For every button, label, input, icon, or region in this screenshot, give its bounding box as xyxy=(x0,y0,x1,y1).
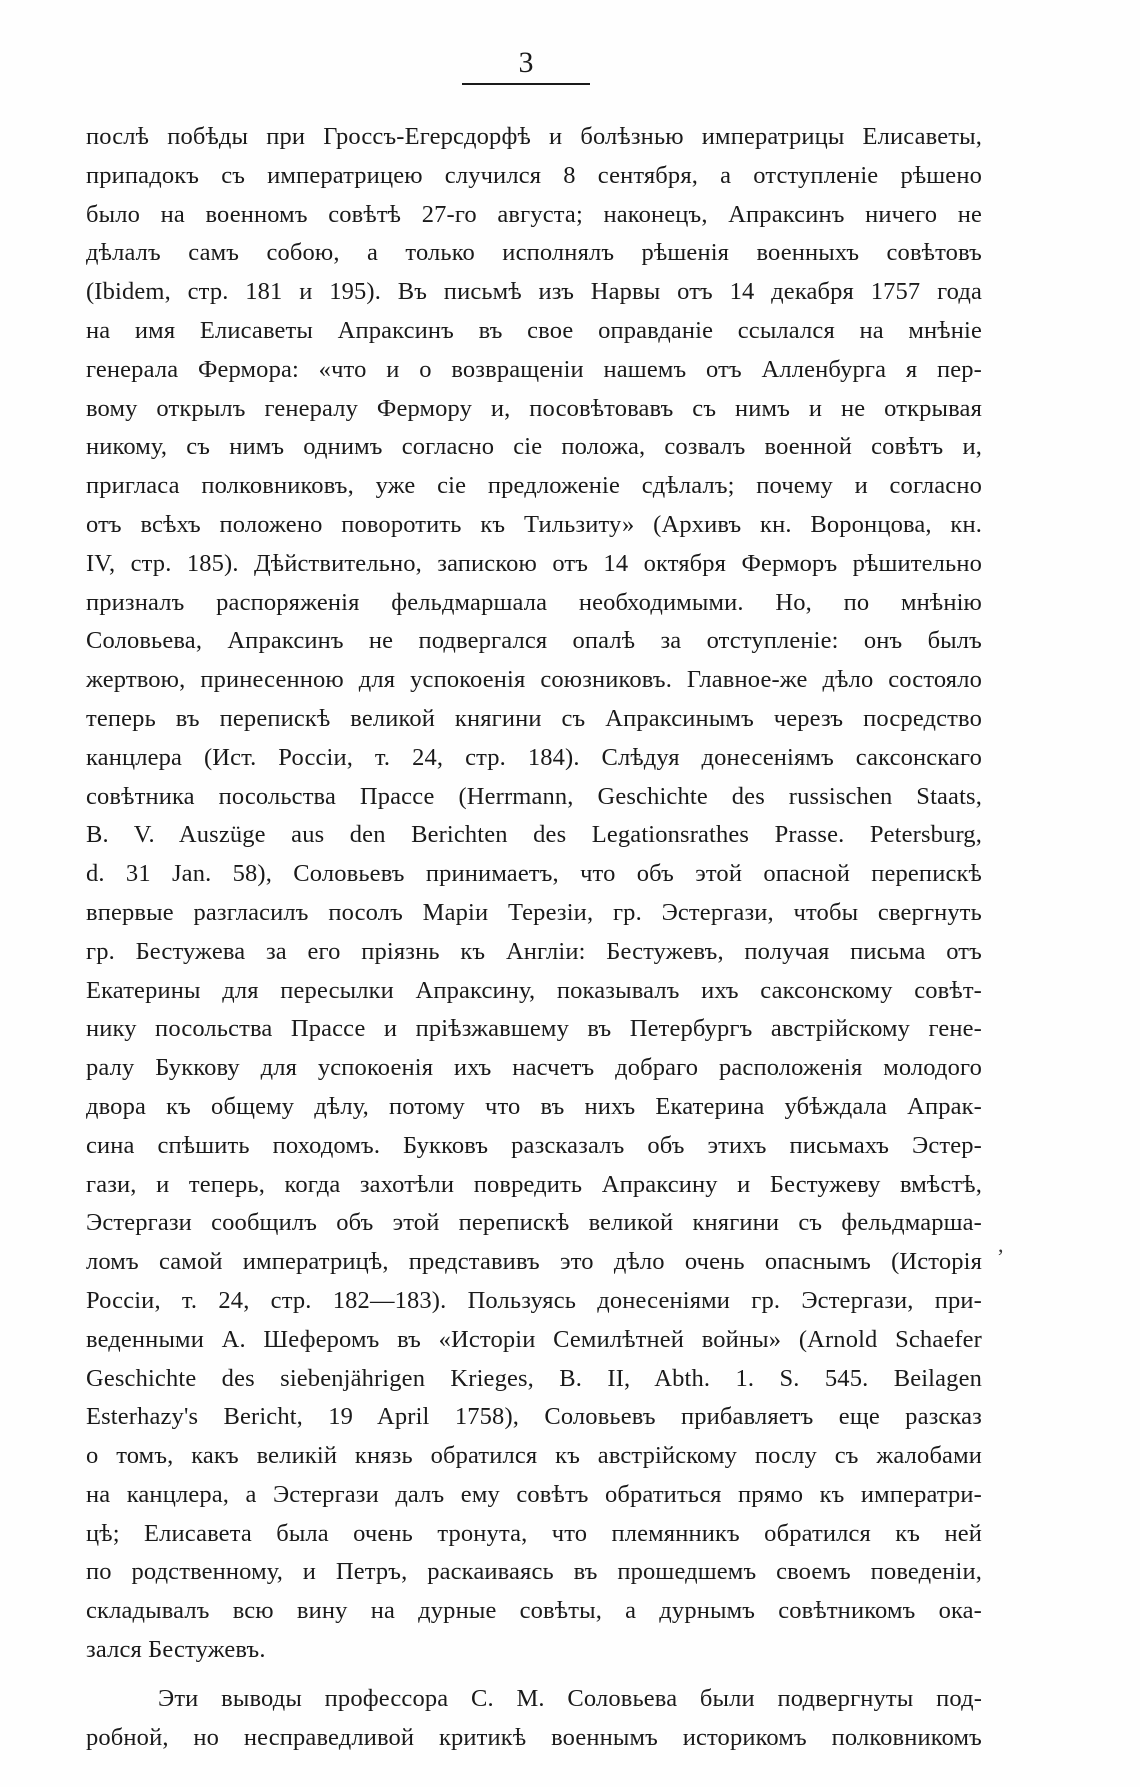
text-line: теперь въ перепискѣ великой княгини съ Апраксинымъ черезъ посредство xyxy=(86,704,982,732)
text-line: (Ibidem, стр. 181 и 195). Въ письмѣ изъ Нарвы отъ 14 декабря 1757 года xyxy=(86,278,982,306)
text-line: призналъ распоряженія фельдмаршала необходимыми. Но, по мнѣнію xyxy=(86,588,982,616)
text-line: Екатерины для пересылки Апраксину, показывалъ ихъ саксонскому совѣт- xyxy=(86,976,982,1004)
text-line: двора къ общему дѣлу, потому что въ нихъ Екатерина убѣждала Апрак- xyxy=(86,1092,982,1120)
text-line: Соловьева, Апраксинъ не подвергался опалѣ за отступленіе: онъ былъ xyxy=(86,627,982,655)
text-line: Эстергази сообщилъ объ этой перепискѣ великой княгини съ фельдмарша- xyxy=(86,1209,982,1237)
text-line: Россіи, т. 24, стр. 182—183). Пользуясь донесеніями гр. Эстергази, при- xyxy=(86,1286,982,1314)
text-line: припадокъ съ императрицею случился 8 сентября, а отступленіе рѣшено xyxy=(86,161,982,189)
text-line: генерала Фермора: «что и о возвращеніи нашемъ отъ Алленбурга я пер- xyxy=(86,355,982,383)
text-line: впервые разгласилъ посолъ Маріи Терезіи, гр. Эстергази, чтобы свергнуть xyxy=(86,898,982,926)
text-line: жертвою, принесенною для успокоенія союзниковъ. Главное-же дѣло состояло xyxy=(86,666,982,694)
text-line: никому, съ нимъ однимъ согласно сіе положа, созвалъ военной совѣтъ и, xyxy=(86,433,982,461)
text-line: складывалъ всю вину на дурные совѣты, а дурнымъ совѣтникомъ ока- xyxy=(86,1597,982,1625)
text-line: веденными А. Шеферомъ въ «Исторіи Семилѣтней войны» (Arnold Schaefer xyxy=(86,1325,982,1353)
text-line: гази, и теперь, когда захотѣли повредить Апраксину и Бестужеву вмѣстѣ, xyxy=(86,1170,982,1198)
text-line: сина спѣшить походомъ. Букковъ разсказалъ объ этихъ письмахъ Эстер- xyxy=(86,1131,982,1159)
text-line: нику посольства Прассе и пріѣзжавшему въ Петербургъ австрійскому гене- xyxy=(86,1015,982,1043)
text-line: канцлера (Ист. Россіи, т. 24, стр. 184). Слѣдуя донесеніямъ саксонскаго xyxy=(86,743,982,771)
text-line: Эти выводы профессора С. М. Соловьева были подвергнуты под- xyxy=(158,1684,982,1712)
text-line: гр. Бестужева за его пріязнь къ Англіи: Бестужевъ, получая письма отъ xyxy=(86,937,982,965)
text-line: по родственному, и Петръ, раскаиваясь въ прошедшемъ своемъ поведеніи, xyxy=(86,1558,982,1586)
text-line: было на военномъ совѣтѣ 27-го августа; наконецъ, Апраксинъ ничего не xyxy=(86,200,982,228)
text-line: о томъ, какъ великій князь обратился къ австрійскому послу съ жалобами xyxy=(86,1442,982,1470)
text-line: послѣ побѣды при Гроссъ-Егерсдорфѣ и болѣзнью императрицы Елисаветы, xyxy=(86,123,982,150)
margin-mark: , xyxy=(998,1232,1004,1257)
body-text xyxy=(86,118,982,1757)
text-line: пригласа полковниковъ, уже сіе предложеніе сдѣлалъ; почему и согласно xyxy=(86,472,982,500)
text-line: на имя Елисаветы Апраксинъ въ свое оправданіе ссылался на мнѣніе xyxy=(86,316,982,344)
text-line: отъ всѣхъ положено поворотить къ Тильзиту» (Архивъ кн. Воронцова, кн. xyxy=(86,510,982,538)
text-line: совѣтника посольства Прассе (Herrmann, Geschichte des russischen Staats, xyxy=(86,782,982,810)
text-line: Esterhazy's Bericht, 19 April 1758), Соловьевъ прибавляетъ еще разсказ xyxy=(86,1403,982,1431)
paragraph-gap xyxy=(86,1670,982,1680)
text-line: на канцлера, а Эстергази далъ ему совѣтъ обратиться прямо къ императри- xyxy=(86,1480,982,1508)
text-line: Geschichte des siebenjährigen Krieges, B. II, Abth. 1. S. 545. Beilagen xyxy=(86,1364,982,1392)
text-line: зался Бестужевъ. xyxy=(86,1636,266,1664)
paragraph xyxy=(86,1670,982,1758)
paragraph xyxy=(86,118,982,1670)
page-number-rule xyxy=(462,83,590,85)
text-line: B. V. Auszüge aus den Berichten des Legationsrathes Prasse. Petersburg, xyxy=(86,821,982,849)
text-line: робной, но несправедливой критикѣ военнымъ историкомъ полковникомъ xyxy=(86,1723,982,1751)
text-line: вому открылъ генералу Фермору и, посовѣтовавъ съ нимъ и не открывая xyxy=(86,394,982,422)
text-line: цѣ; Елисавета была очень тронута, что племянникъ обратился къ ней xyxy=(86,1519,982,1547)
text-line: ломъ самой императрицѣ, представивъ это дѣло очень опаснымъ (Исторія xyxy=(86,1248,982,1276)
text-line: IV, стр. 185). Дѣйствительно, запискою отъ 14 октября Ферморъ рѣшительно xyxy=(86,549,982,577)
text-line: ралу Буккову для успокоенія ихъ насчетъ добраго расположенія молодого xyxy=(86,1054,982,1082)
page-number: 3 xyxy=(518,46,534,79)
text-line: d. 31 Jan. 58), Соловьевъ принимаетъ, что объ этой опасной перепискѣ xyxy=(86,860,982,888)
text-line: дѣлалъ самъ собою, а только исполнялъ рѣшенія военныхъ совѣтовъ xyxy=(86,239,982,267)
